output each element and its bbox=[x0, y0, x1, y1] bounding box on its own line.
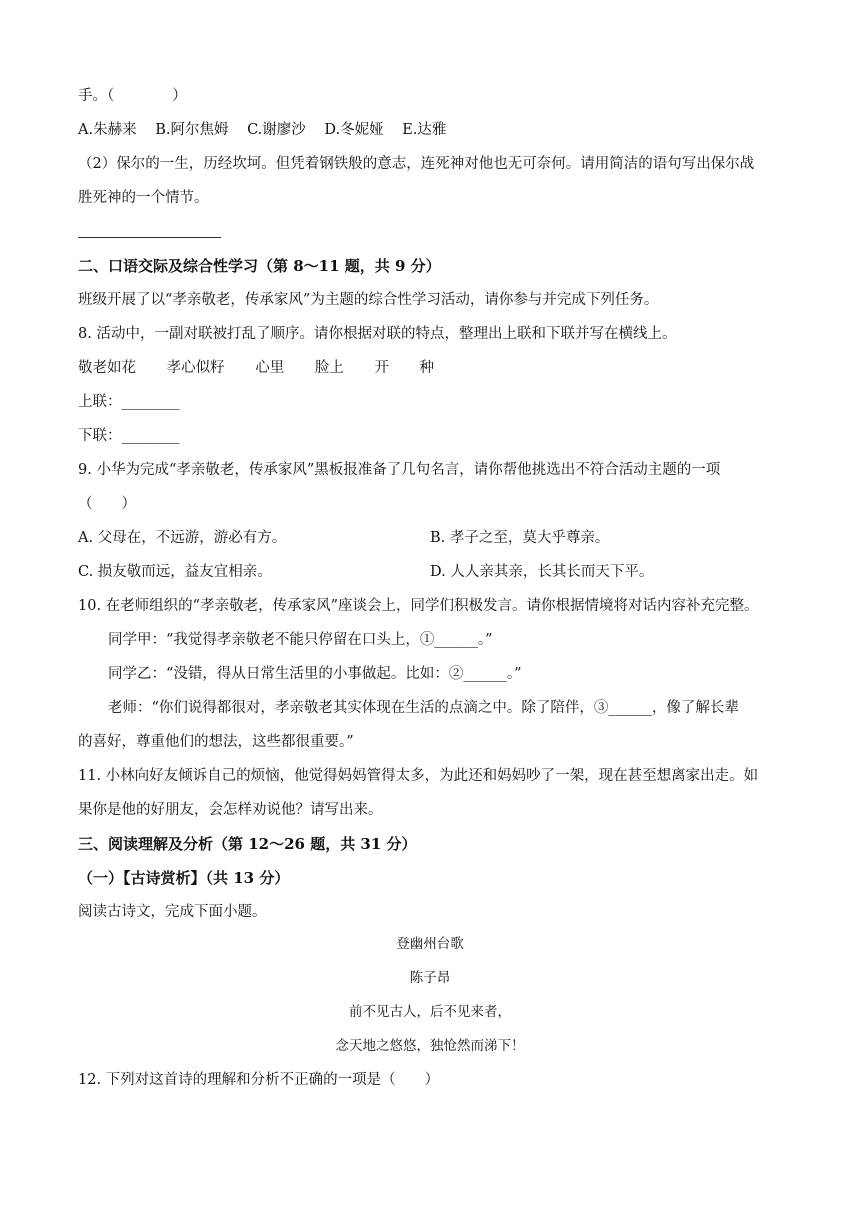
q9-option-a: A. 父母在，不远游，游必有方。 bbox=[78, 530, 287, 546]
q9-stem: 9. 小华为完成“孝亲敬老，传承家风”黑板报准备了几句名言，请你帮他挑选出不符合活动主题的一项 bbox=[78, 462, 721, 478]
q8-upper-line: 上联：________ bbox=[78, 394, 180, 410]
q10-dialog-b: 同学乙：“没错，得从日常生活里的小事做起。比如：②______。” bbox=[108, 666, 522, 682]
q7-option-a: A.朱赫来 bbox=[78, 122, 137, 138]
q8-word: 孝心似籽 bbox=[166, 360, 225, 376]
q11-line2: 果你是他的好朋友，会怎样劝说他？请写出来。 bbox=[78, 802, 383, 818]
q7-answer-rule bbox=[78, 237, 221, 238]
q9-option-b: B. 孝子之至，莫大乎尊亲。 bbox=[430, 530, 610, 546]
q8-word: 开 bbox=[374, 360, 389, 376]
q12-stem: 12. 下列对这首诗的理解和分析不正确的一项是（ ） bbox=[78, 1072, 440, 1088]
section3-intro: 阅读古诗文，完成下面小题。 bbox=[78, 904, 267, 920]
q10-dialog-a: 同学甲：“我觉得孝亲敬老不能只停留在口头上，①______。” bbox=[108, 632, 493, 648]
q8-word: 敬老如花 bbox=[78, 360, 136, 376]
q7-options bbox=[78, 120, 460, 140]
q8-word: 心里 bbox=[255, 360, 285, 376]
section3-subheading: （一）【古诗赏析】（共 13 分） bbox=[78, 869, 290, 887]
q7-part2-line1: （2）保尔的一生，历经坎坷。但凭着钢铁般的意志，连死神对他也无可奈何。请用简洁的语句写出保尔战 bbox=[78, 156, 755, 172]
q9-options-row2 bbox=[78, 562, 778, 582]
q7-line1: 手。（ ） bbox=[78, 88, 187, 104]
q10-dialog-c1: 老师：“你们说得都很对，孝亲敬老其实体现在生活的点滴之中。除了陪伴，③______，像了解长辈 bbox=[108, 700, 739, 716]
poem-line2: 念天地之悠悠，独怆然而涕下！ bbox=[335, 1038, 525, 1054]
q11-line1: 11. 小林向好友倾诉自己的烦恼，他觉得妈妈管得太多，为此还和妈妈吵了一架，现在甚至想离家出走。如 bbox=[78, 768, 759, 784]
q8-stem: 8. 活动中，一副对联被打乱了顺序。请你根据对联的特点，整理出上联和下联并写在横线上。 bbox=[78, 326, 677, 342]
q9-option-c: C. 损友敬而远，益友宜相亲。 bbox=[78, 564, 272, 580]
q10-stem: 10. 在老师组织的“孝亲敬老，传承家风”座谈会上，同学们积极发言。请你根据情境将对话内容补充完整。 bbox=[78, 598, 759, 614]
poem-author: 陈子昂 bbox=[409, 970, 451, 986]
section3-heading: 三、阅读理解及分析（第 12～26 题，共 31 分） bbox=[78, 835, 417, 853]
q7-option-e: E.达雅 bbox=[402, 122, 447, 138]
q7-option-c: C.谢廖沙 bbox=[247, 122, 306, 138]
q9-options-row1 bbox=[78, 528, 778, 548]
poem-line1: 前不见古人，后不见来者， bbox=[349, 1004, 511, 1020]
section2-heading: 二、口语交际及综合性学习（第 8～11 题，共 9 分） bbox=[78, 257, 441, 275]
q7-option-b: B.阿尔焦姆 bbox=[155, 122, 229, 138]
q9-paren: （ ） bbox=[78, 496, 136, 512]
q7-option-d: D.冬妮娅 bbox=[324, 122, 384, 138]
q8-word: 种 bbox=[419, 360, 435, 376]
q7-part2-line2: 胜死神的一个情节。 bbox=[78, 190, 209, 206]
q8-lower-line: 下联：________ bbox=[78, 428, 180, 444]
q8-word: 脸上 bbox=[314, 360, 344, 376]
q10-dialog-c2: 的喜好，尊重他们的想法，这些都很重要。” bbox=[78, 734, 354, 750]
q8-word-list bbox=[78, 358, 460, 378]
section2-intro: 班级开展了以“孝亲敬老，传承家风”为主题的综合性学习活动，请你参与并完成下列任务。 bbox=[78, 292, 659, 308]
poem-title: 登幽州台歌 bbox=[396, 936, 464, 952]
q9-option-d: D. 人人亲其亲，长其长而天下平。 bbox=[430, 564, 654, 580]
